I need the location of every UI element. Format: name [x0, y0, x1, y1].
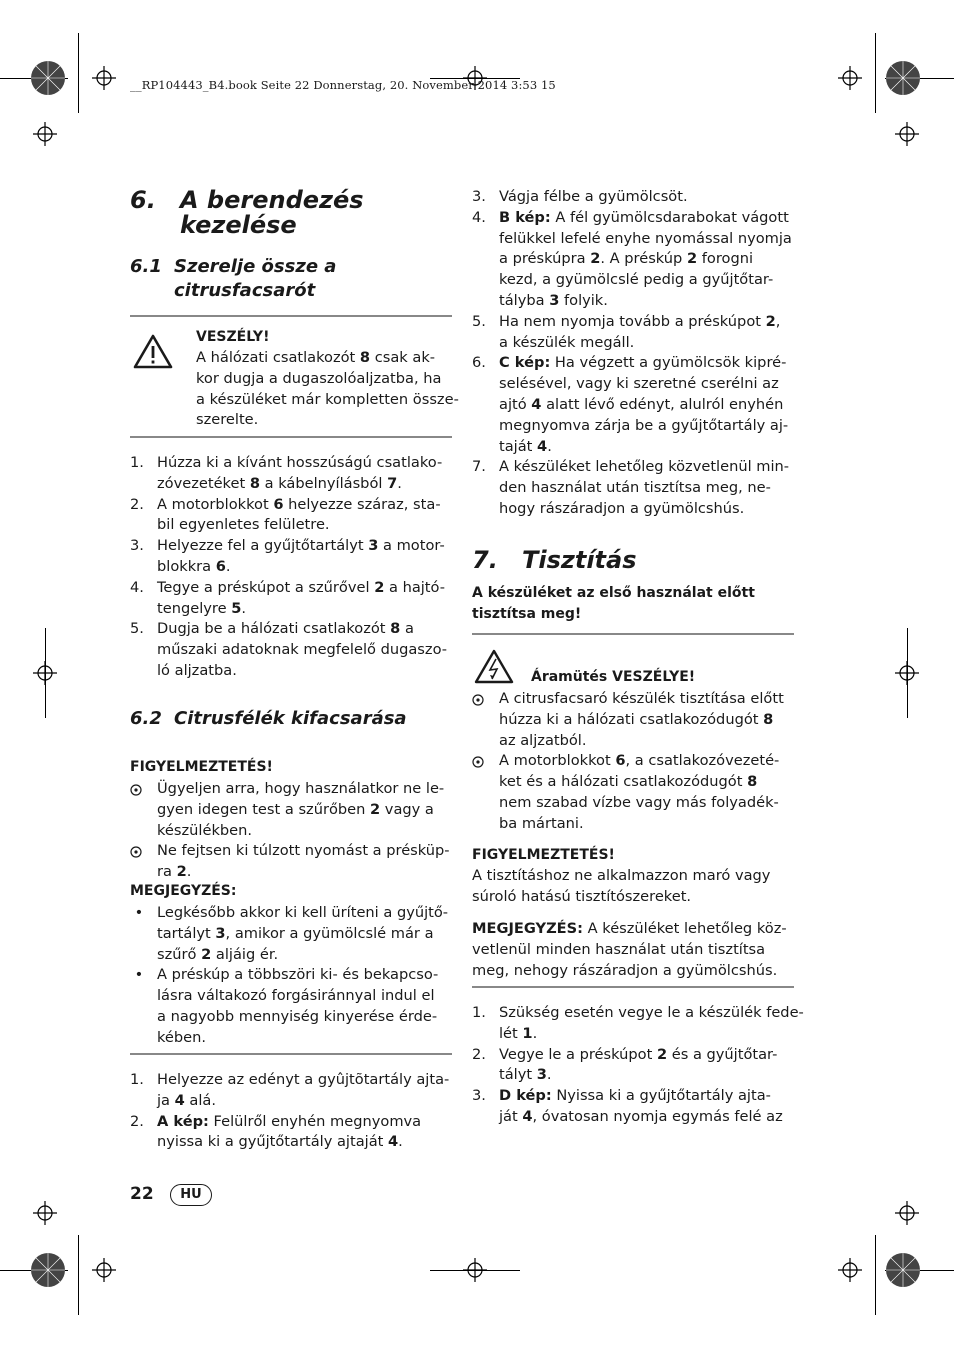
list-item-text: A kép: Felülről enyhén megnyomva nyissa ki a gyűjtőtartály ajtaját 4.	[157, 1112, 422, 1151]
list-item-text: Húzza ki a kívánt hosszúságú csatlako- zóvezetéket 8 a kábelnyílásból 7.	[157, 454, 443, 492]
list-item-marker: 3.	[472, 1087, 486, 1105]
list-item-text: Ügyeljen arra, hogy használatkor ne le- gyen idegen test a szűrőben 2 vagy a készülékben.	[157, 780, 445, 839]
list-item-marker: 5.	[472, 312, 486, 330]
section-6-2-heading: 6.2 Citrusfélék kifacsarása	[130, 708, 407, 729]
list-item-marker	[130, 841, 144, 868]
electric-shock-warning-icon	[474, 648, 514, 684]
list-item-marker	[472, 751, 486, 778]
list-item-text: A préskúp a többszöri ki- és bekapcso- lásra váltakozó forgásiránnyal indul el a nagyobb mennyiség kinyerése érde- kében.	[157, 966, 439, 1046]
divider	[472, 986, 794, 988]
list-item-marker	[130, 779, 144, 806]
list-item-marker: 4.	[130, 578, 144, 596]
list-item-text: Szükség esetén vegye le a készülék fede- lét 1.	[499, 1004, 804, 1042]
shock-label: Áramütés VESZÉLYE!	[531, 669, 696, 685]
language-badge: HU	[170, 1184, 212, 1206]
circle-bullet-icon	[130, 779, 144, 799]
print-header: __RP104443_B4.book Seite 22 Donnerstag, 20. November 2014 3:53 15	[130, 78, 556, 92]
page-number: 22	[130, 1184, 154, 1204]
list-item-text: C kép: Ha végzett a gyümölcsök kipré- selésével, vagy ki szeretné cserélni az ajtó 4 alatt lévő edényt, alulról enyhén megnyomva zárja be a gyűjtőtartály aj- taját 4.	[499, 354, 789, 455]
list-item-text: Helyezze fel a gyűjtőtartályt 3 a motor- blokkra 6.	[157, 537, 445, 575]
list-item-text: Ha nem nyomja tovább a préskúpot 2, a készülék megáll.	[499, 312, 781, 351]
divider	[130, 436, 452, 438]
divider	[130, 1053, 452, 1055]
list-item-text: B kép: A fél gyümölcsdarabokat vágott felükkel lefelé enyhe nyomással nyomja a préskúpra 2. A préskúp 2 forogni kezd, a gyümölcslé pedig a gyűjtőtar- tályba 3 folyik.	[499, 208, 792, 309]
list-item-text: A motorblokkot 6 helyezze száraz, sta- bil egyenletes felületre.	[157, 495, 441, 534]
warning-text: A tisztításhoz ne alkalmazzon maró vagy súroló hatású tisztítószereket.	[472, 867, 771, 905]
section-6-1-heading: 6.1 Szerelje össze a citrusfacsarót	[130, 256, 337, 301]
warning-label: FIGYELMEZTETÉS!	[472, 847, 615, 863]
list-item-text: Ne fejtsen ki túlzott nyomást a présküp- ra 2.	[157, 842, 450, 881]
list-item-text: A készüléket lehetőleg közvetlenül min- den használat után tisztítsa meg, ne- hogy rászáradjon a gyümölcshús.	[499, 458, 790, 517]
list-item-text: Vegye le a préskúpot 2 és a gyűjtőtar- tályt 3.	[499, 1045, 778, 1084]
divider	[472, 633, 794, 635]
warning-triangle-icon	[133, 333, 173, 369]
list-item-marker: 6.	[472, 354, 486, 372]
list-item-text: Tegye a préskúpot a szűrővel 2 a hajtó- tengelyre 5.	[157, 578, 445, 617]
list-item-text: Legkésőbb akkor ki kell üríteni a gyűjtő- tartályt 3, amikor a gyümölcslé már a szűrő 2 aljáig ér.	[157, 904, 449, 963]
note-text: MEGJEGYZÉS: A készüléket lehetőleg köz- vetlenül minden használat után tisztítsa meg, nehogy rászáradjon a gyümölcshús.	[472, 920, 787, 979]
danger-label: VESZÉLY!	[196, 329, 270, 345]
list-item-marker: 1.	[130, 454, 144, 471]
section-7-heading: 7. Tisztítás	[472, 546, 637, 574]
list-item-marker	[472, 689, 486, 716]
danger-text: A hálózati csatlakozót 8 csak ak- kor dugja a dugaszolóaljzatba, ha a készüléket már kompletten össze- szerelte.	[196, 349, 459, 429]
circle-bullet-icon	[472, 751, 486, 771]
list-item-marker: 2.	[130, 495, 144, 513]
section-6-title: A berendezés kezelése	[180, 186, 364, 239]
list-item-text: D kép: Nyissa ki a gyűjtőtartály ajta- ját 4, óvatosan nyomja egymás felé az	[499, 1087, 783, 1125]
divider	[130, 315, 452, 317]
section-6-heading: 6. A berendezés kezelése	[130, 186, 364, 239]
list-item-marker: •	[130, 966, 144, 984]
note-label: MEGJEGYZÉS:	[130, 883, 237, 899]
circle-bullet-icon	[472, 689, 486, 709]
list-item-marker: 5.	[130, 620, 144, 638]
list-item-marker: 1.	[472, 1004, 486, 1021]
list-item-text: Vágja félbe a gyümölcsöt.	[499, 188, 688, 205]
circle-bullet-icon	[130, 841, 144, 861]
list-item-marker: 7.	[472, 458, 486, 476]
list-item-marker: 1.	[130, 1071, 144, 1088]
warning-label: FIGYELMEZTETÉS!	[130, 759, 273, 775]
list-item-text: A citrusfacsaró készülék tisztítása előtt húzza ki a hálózati csatlakozódugót 8 az aljzatból.	[499, 690, 784, 749]
section-6-1-title: Szerelje össze a citrusfacsarót	[174, 256, 337, 301]
list-item-text: A motorblokkot 6, a csatlakozóvezeté- ket és a hálózati csatlakozódugót 8 nem szabad vízbe vagy más folyadék- ba mártani.	[499, 752, 780, 832]
list-item-marker: 3.	[472, 188, 486, 205]
list-item-text: Helyezze az edényt a gyûjtõtartály ajta- ja 4 alá.	[157, 1071, 450, 1109]
list-item-marker: 3.	[130, 537, 144, 555]
list-item-marker: •	[130, 904, 144, 921]
list-item-marker: 2.	[130, 1112, 144, 1130]
list-item-marker: 4.	[472, 208, 486, 226]
list-item-text: Dugja be a hálózati csatlakozót 8 a műszaki adatoknak megfelelő dugaszo- ló aljzatba.	[157, 620, 448, 679]
cleaning-intro: A készüléket az első használat előtt tisztítsa meg!	[472, 585, 755, 622]
list-item-marker: 2.	[472, 1045, 486, 1063]
